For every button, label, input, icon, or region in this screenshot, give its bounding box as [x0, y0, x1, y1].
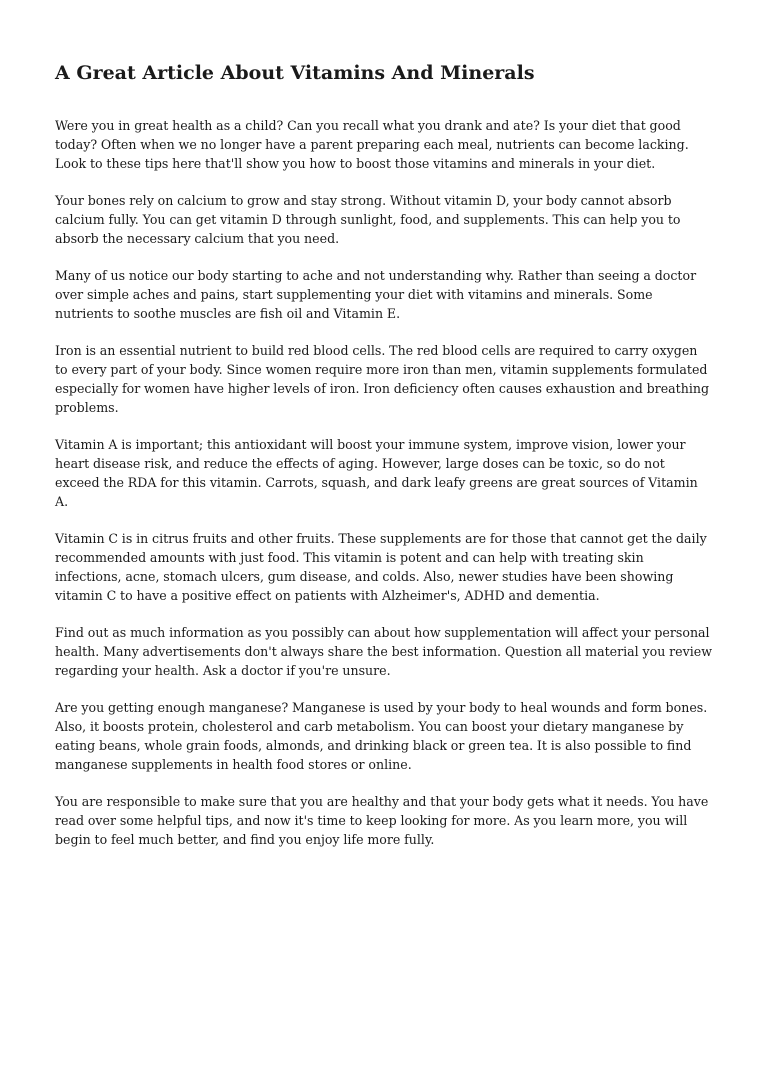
article-paragraph-iron: Iron is an essential nutrient to build red blood cells. The red blood cells are required to carry oxygen to every part of your body. Since women require more iron than men, vitamin supplements formulated especially for women have higher levels of iron. Iron deficiency often causes exhaustion and breathing problems. — [55, 343, 710, 415]
article-paragraph-manganese: Are you getting enough manganese? Manganese is used by your body to heal wounds and form bones. Also, it boosts protein, cholesterol and carb metabolism. You can boost your dietary manganese by eating beans, whole grain foods, almonds, and drinking black or green tea. It is also possible to find manganese supplements in health food stores or online. — [55, 700, 708, 772]
document-page — [55, 60, 713, 867]
article-paragraph-intro: Were you in great health as a child? Can you recall what you drank and ate? Is your diet that good today? Often when we no longer have a parent preparing each meal, nutrients can become lacking. Look to these tips here that'll show you how to boost those vitamins and minerals in your diet. — [55, 118, 689, 171]
article-paragraph-research: Find out as much information as you possibly can about how supplementation will affect your personal health. Many advertisements don't always share the best information. Question all material you review regarding your health. Ask a doctor if you're unsure. — [55, 625, 712, 678]
article-title: A Great Article About Vitamins And Minerals — [55, 62, 535, 84]
article-paragraph-vitamin-a: Vitamin A is important; this antioxidant will boost your immune system, improve vision, lower your heart disease risk, and reduce the effects of aging. However, large doses can be toxic, so do not exceed the RDA for this vitamin. Carrots, squash, and dark leafy greens are great sources of Vitamin A. — [55, 437, 698, 509]
article-paragraph-conclusion: You are responsible to make sure that you are healthy and that your body gets what it needs. You have read over some helpful tips, and now it's time to keep looking for more. As you learn more, you will begin to feel much better, and find you enjoy life more fully. — [55, 794, 709, 847]
article-paragraph-aches: Many of us notice our body starting to ache and not understanding why. Rather than seeing a doctor over simple aches and pains, start supplementing your diet with vitamins and minerals. Some nutrients to soothe muscles are fish oil and Vitamin E. — [55, 268, 697, 321]
article-paragraph-vitamin-c: Vitamin C is in citrus fruits and other fruits. These supplements are for those that cannot get the daily recommended amounts with just food. This vitamin is potent and can help with treating skin infections, acne, stomach ulcers, gum disease, and colds. Also, newer studies have been showing vitamin C to have a positive effect on patients with Alzheimer's, ADHD and dementia. — [55, 531, 707, 603]
article-paragraph-calcium: Your bones rely on calcium to grow and stay strong. Without vitamin D, your body cannot absorb calcium fully. You can get vitamin D through sunlight, food, and supplements. This can help you to absorb the necessary calcium that you need. — [55, 193, 681, 246]
